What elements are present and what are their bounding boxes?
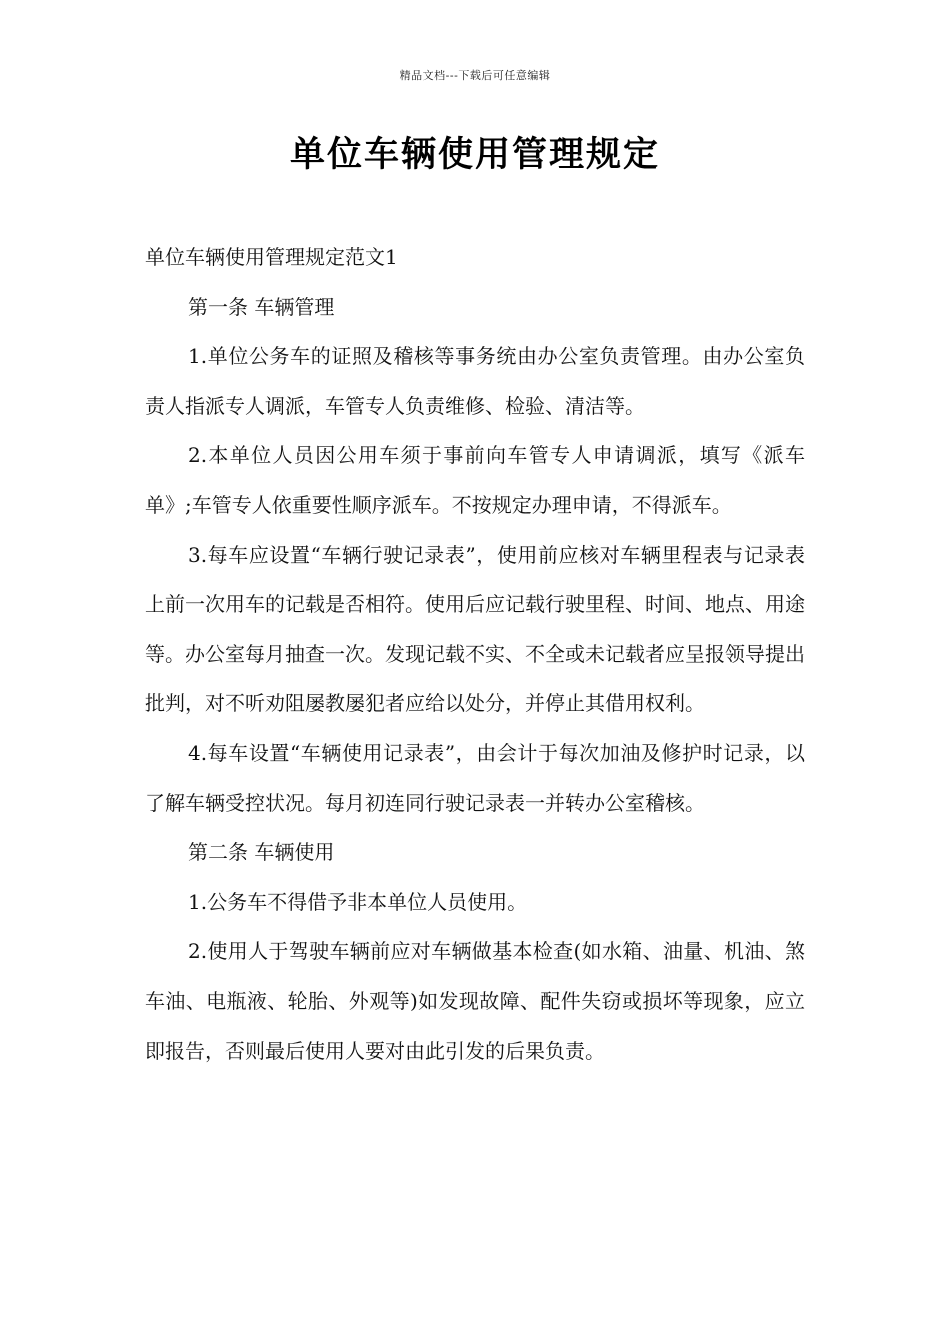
paragraph: 2.本单位人员因公用车须于事前向车管专人申请调派，填写《派车单》;车管专人依重要性顺序派车。不按规定办理申请，不得派车。	[145, 443, 805, 517]
section-heading-1: 第一条 车辆管理	[188, 294, 335, 319]
header-note: 精品文档---下载后可任意编辑	[399, 69, 551, 82]
paragraph: 3.每车应设置“车辆行驶记录表”，使用前应核对车辆里程表与记录表上前一次用车的记载是否相符。使用后应记载行驶里程、时间、地点、用途等。办公室每月抽查一次。发现记载不实、不全或未记载者应呈报领导提出批判，对不听劝阻屡教屡犯者应给以处分，并停止其借用权利。	[145, 542, 805, 716]
paragraph: 2.使用人于驾驶车辆前应对车辆做基本检查(如水箱、油量、机油、煞车油、电瓶液、轮胎、外观等)如发现故障、配件失窃或损坏等现象，应立即报告，否则最后使用人要对由此引发的后果负责。	[145, 939, 805, 1063]
document-subtitle: 单位车辆使用管理规定范文1	[145, 245, 398, 269]
paragraph: 1.公务车不得借予非本单位人员使用。	[188, 889, 528, 914]
paragraph: 4.每车设置“车辆使用记录表”，由会计于每次加油及修护时记录，以了解车辆受控状况。每月初连同行驶记录表一并转办公室稽核。	[145, 740, 805, 815]
document-title: 单位车辆使用管理规定	[289, 135, 660, 175]
section-heading-2: 第二条 车辆使用	[188, 840, 335, 865]
paragraph: 1.单位公务车的证照及稽核等事务统由办公室负责管理。由办公室负责人指派专人调派，车管专人负责维修、检验、清洁等。	[145, 344, 805, 418]
document-body	[145, 233, 805, 1076]
